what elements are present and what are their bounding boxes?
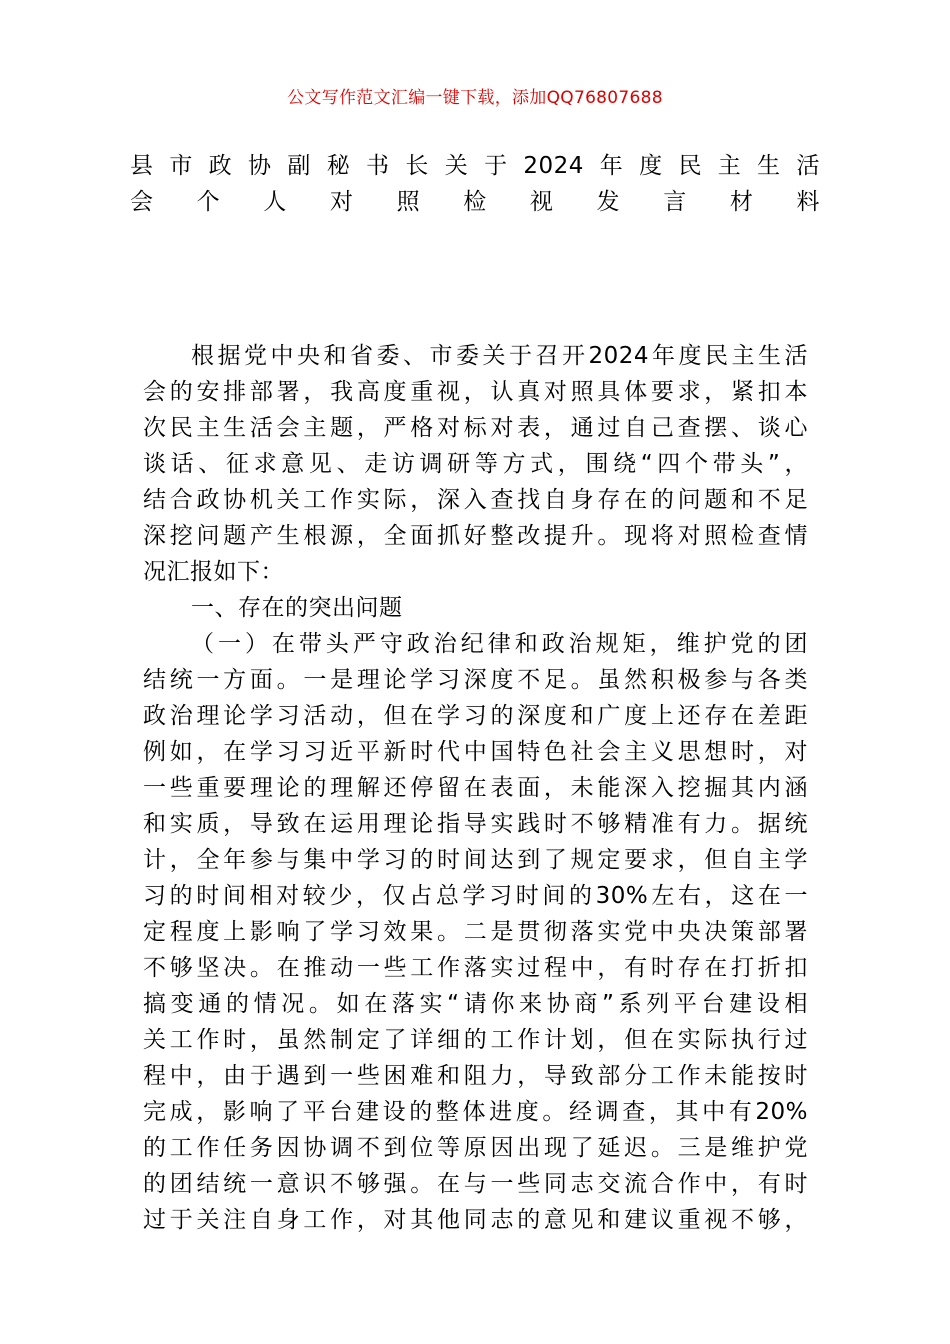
body-line: 习的时间相对较少，仅占总学习时间的30%左右，这在一 [143,883,808,909]
body-line: 搞变通的情况。如在落实“请你来协商”系列平台建设相 [143,991,808,1017]
body-line: 根据党中央和省委、市委关于召开2024年度民主生活 [191,343,808,369]
title-line: 会个人对照检视发言材料 [130,189,820,215]
body-line: 计，全年参与集中学习的时间达到了规定要求，但自主学 [143,847,808,873]
body-line: 会的安排部署，我高度重视，认真对照具体要求，紧扣本 [143,379,808,405]
body-line: 过于关注自身工作，对其他同志的意见和建议重视不够， [143,1207,808,1233]
body-line: 谈话、征求意见、走访调研等方式，围绕“四个带头”， [143,451,808,477]
title-line: 县市政协副秘书长关于2024年度民主生活 [130,153,820,179]
body-line: 结合政协机关工作实际，深入查找自身存在的问题和不足 [143,487,808,513]
header-note: 公文写作范文汇编一键下载，添加QQ76807688 [287,88,663,108]
body-line: 况汇报如下： [143,559,284,585]
body-line: 完成，影响了平台建设的整体进度。经调查，其中有20% [143,1099,808,1125]
document-title [130,148,820,220]
section-heading: 一、存在的突出问题 [191,595,403,621]
document-body [143,338,808,1238]
body-line: 结统一方面。一是理论学习深度不足。虽然积极参与各类 [143,667,808,693]
body-line: 的团结统一意识不够强。在与一些同志交流合作中，有时 [143,1171,808,1197]
body-line: 深挖问题产生根源，全面抓好整改提升。现将对照检查情 [143,523,808,549]
body-line: （一）在带头严守政治纪律和政治规矩，维护党的团 [191,631,808,657]
body-line: 程中，由于遇到一些困难和阻力，导致部分工作未能按时 [143,1063,808,1089]
body-line: 和实质，导致在运用理论指导实践时不够精准有力。据统 [143,811,808,837]
body-line: 不够坚决。在推动一些工作落实过程中，有时存在打折扣 [143,955,808,981]
body-line: 关工作时，虽然制定了详细的工作计划，但在实际执行过 [143,1027,808,1053]
body-line: 例如，在学习习近平新时代中国特色社会主义思想时，对 [143,739,808,765]
body-line: 定程度上影响了学习效果。二是贯彻落实党中央决策部署 [143,919,808,945]
body-line: 的工作任务因协调不到位等原因出现了延迟。三是维护党 [143,1135,808,1161]
body-line: 次民主生活会主题，严格对标对表，通过自己查摆、谈心 [143,415,808,441]
body-line: 政治理论学习活动，但在学习的深度和广度上还存在差距 [143,703,808,729]
body-line: 一些重要理论的理解还停留在表面，未能深入挖掘其内涵 [143,775,808,801]
